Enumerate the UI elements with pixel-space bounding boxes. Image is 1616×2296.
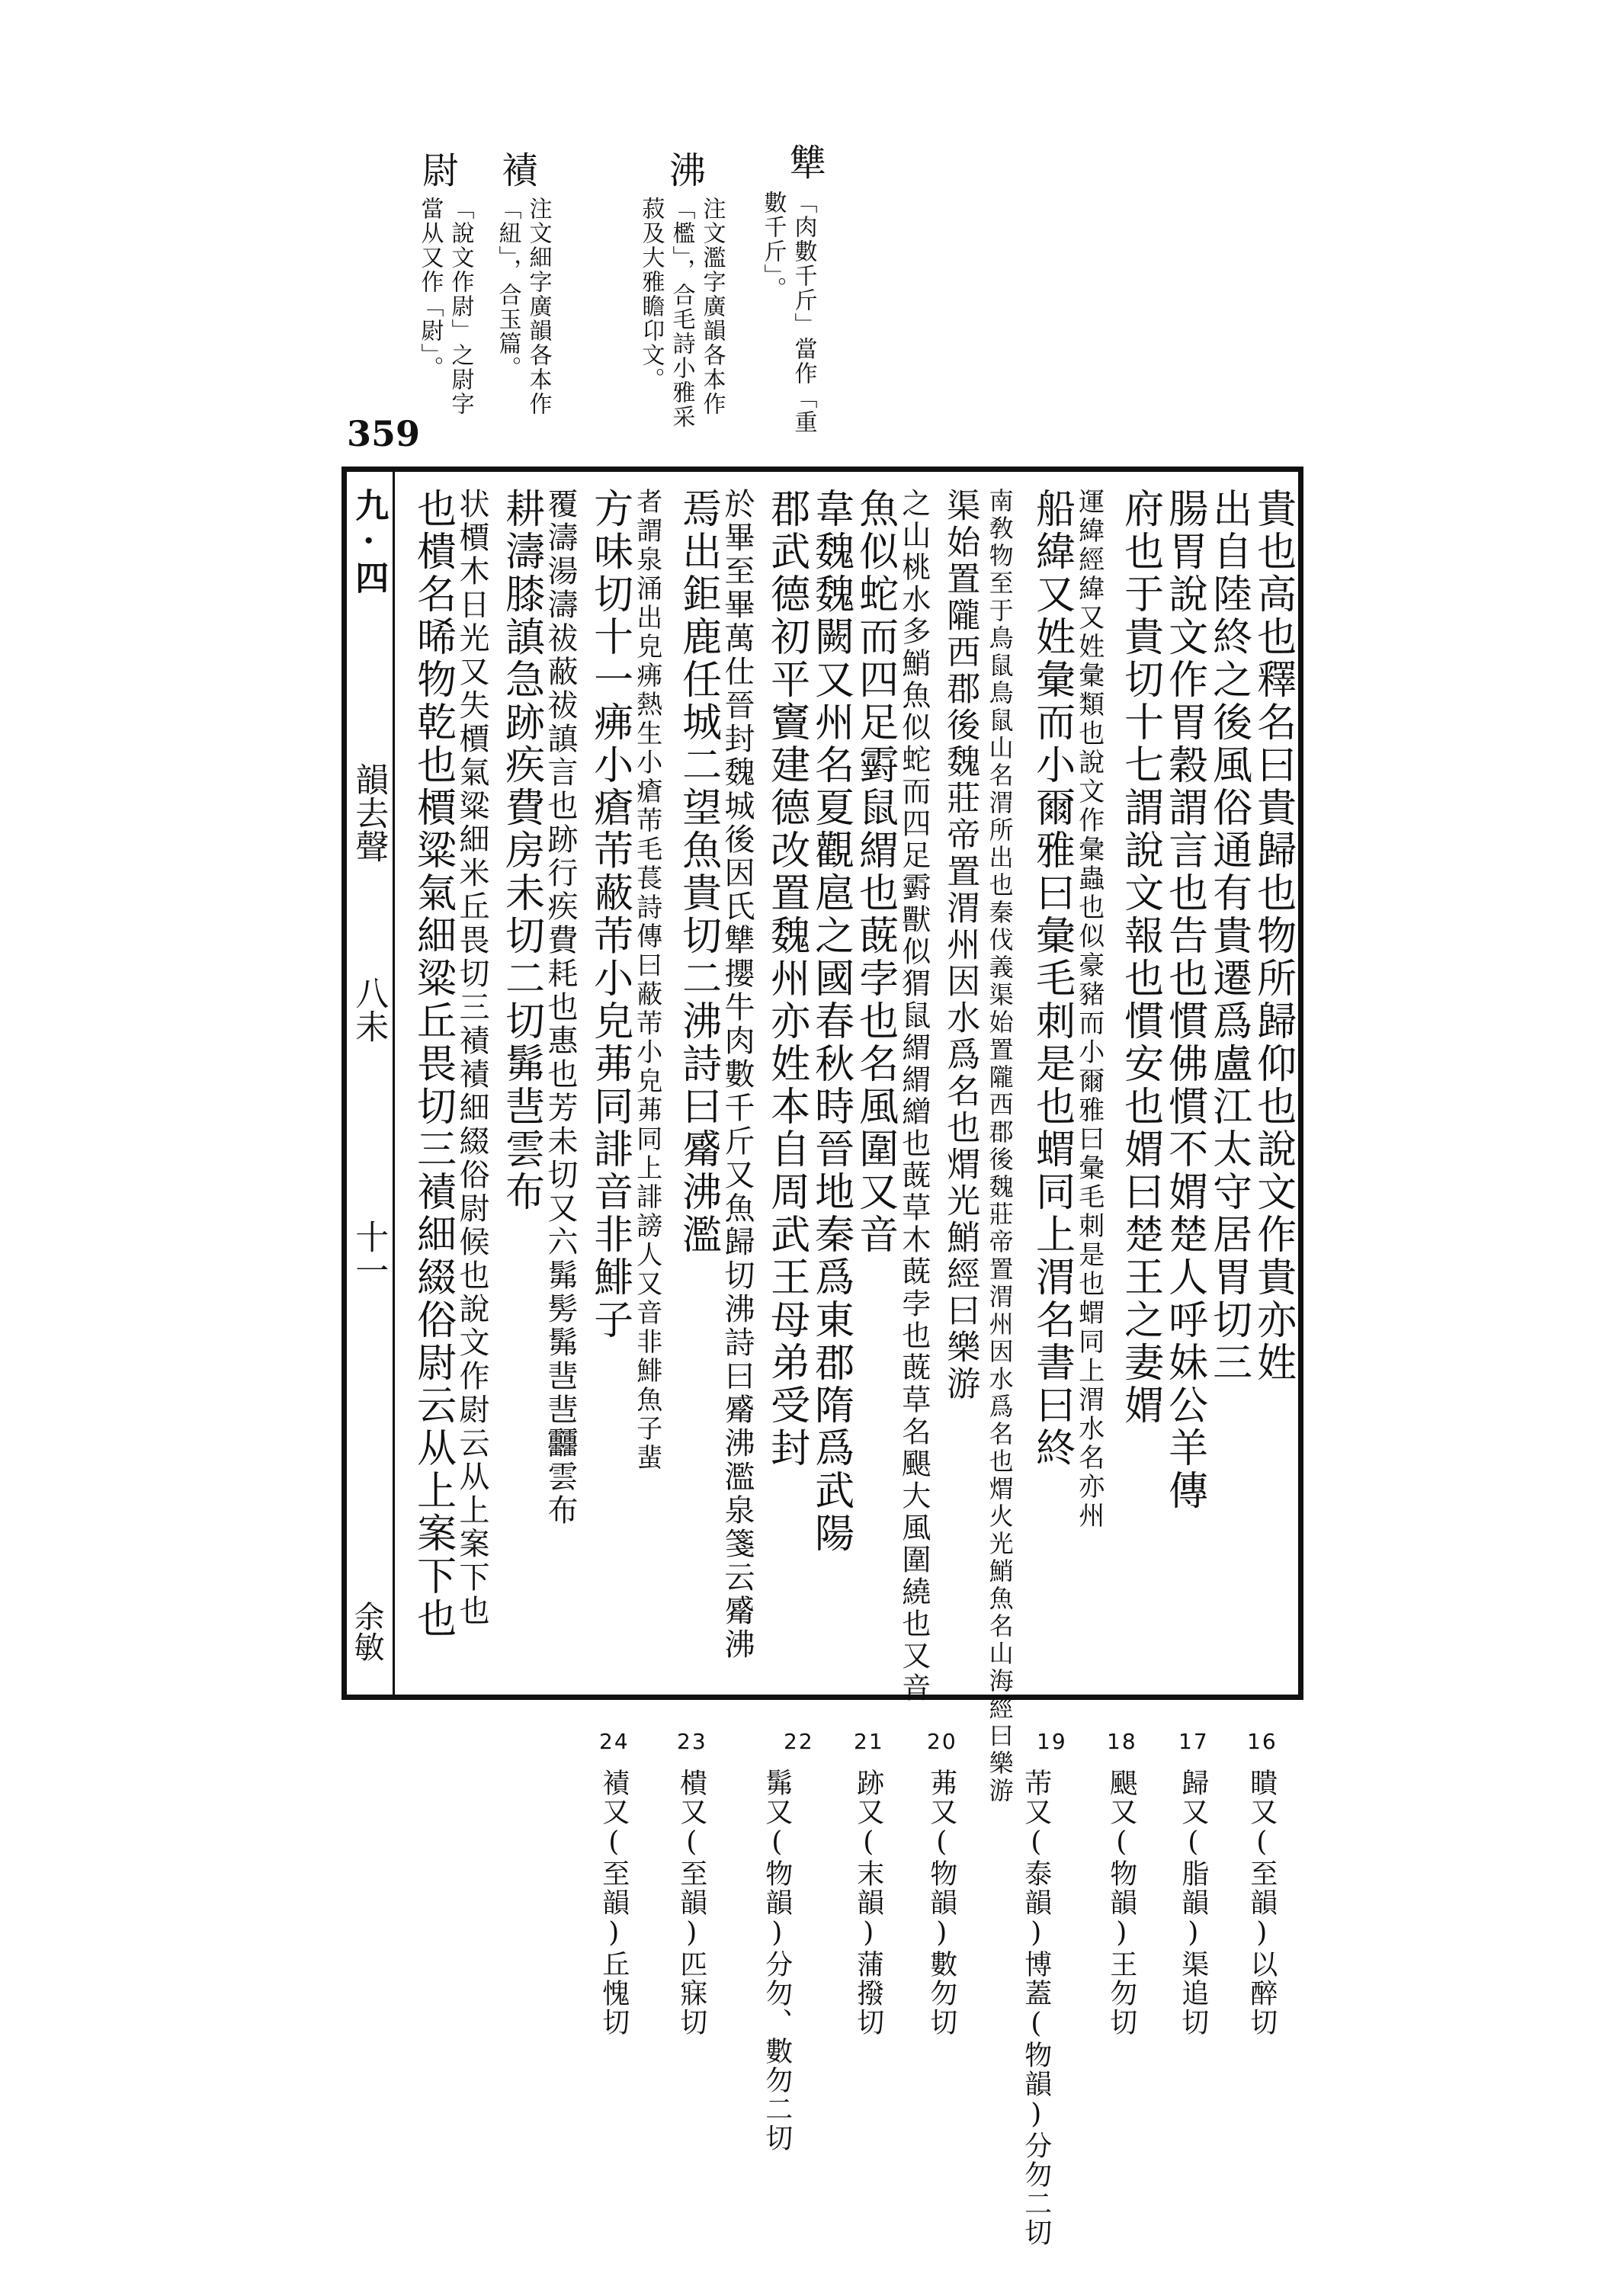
page-number: 359 bbox=[347, 413, 421, 454]
text-column: 覆濤湯濤祓蔽祓謓言也跡行疾費耗也惠也芳未切又六髴髣髴䨽䨽䨻雲布 bbox=[543, 488, 578, 1528]
annotation-line: 「檻」，合毛詩小雅采 bbox=[668, 197, 695, 429]
footnote-text: 瞶又(至韻)以醉切 bbox=[1246, 1768, 1278, 2037]
text-column: 貴也高也釋名曰貴歸也物所歸仰也說文作貴亦姓 bbox=[1249, 488, 1296, 1384]
annotation-line: 「說文作尉」之尉字 bbox=[447, 197, 474, 416]
footnote-text: 芾又(泰韻)博蓋(物韻)分勿二切 bbox=[1020, 1768, 1052, 2247]
text-column: 府也于貴切十七謂說文報也慣安也媦曰楚王之妻媦 bbox=[1117, 488, 1163, 1427]
text-column: 於畢至畢萬仕晉封魏城後因氏犨攖牛肉數千斤又魚歸切沸詩曰觱沸濫泉箋云觱沸 bbox=[720, 488, 755, 1662]
text-column: 郡武德初平竇建德改置魏州亦姓本自周武王母弟受封 bbox=[763, 488, 810, 1470]
annotation-headword: 犨 bbox=[783, 143, 826, 180]
text-column: 腸胃說文作胃穀謂言也告也慣佛慣不媦楚人呼妹公羊傳 bbox=[1161, 488, 1207, 1512]
footnote-number: 18 bbox=[1107, 1729, 1137, 1754]
annotation-line: 注文細字廣韻各本作 bbox=[524, 197, 552, 416]
section-label: 九·四 bbox=[349, 488, 389, 594]
footnote-text: 茀又(物韻)數勿切 bbox=[925, 1768, 957, 2037]
text-column: 船緯又姓彙而小爾雅曰彙毛刺是也蝟同上渭名書曰終 bbox=[1028, 488, 1075, 1470]
annotation-line: 「紐」，合玉篇。 bbox=[494, 197, 521, 380]
text-column: 運緯經緯又姓彙類也說文作彙蟲也似豪豬而小爾雅曰彙毛刺是也蝟同上渭水名亦州 bbox=[1073, 488, 1105, 1531]
annotation-line: 「肉數千斤」當作「重 bbox=[790, 191, 817, 435]
text-column: 也樻名晞物乾也檟粱氣細粱丘畏切三襀細綴俗尉云从上案下也 bbox=[409, 488, 456, 1640]
footnote-number: 20 bbox=[927, 1729, 957, 1754]
text-column: 焉出鉅鹿任城二望魚貴切二沸詩曰觱沸濫 bbox=[675, 488, 721, 1256]
text-column: 耕濤膝謓急跡疾費房未切二切髴䨽雲布 bbox=[498, 488, 544, 1214]
text-column: 渠始置隴西郡後魏莊帝置渭州因水爲名也煟光鮹經曰樂游 bbox=[941, 488, 980, 1403]
text-column: 方味切十一疿小瘡芾蔽芾小皃茀同誹音非鯡子 bbox=[586, 488, 633, 1342]
stamp-label: 余敏 bbox=[349, 1601, 384, 1662]
footnote-number: 21 bbox=[854, 1729, 884, 1754]
book-label: 韻去聲 bbox=[349, 762, 389, 863]
text-column: 韋魏魏闕又州名夏觀扈之國春秋時晉地秦爲東郡隋爲武陽 bbox=[807, 488, 854, 1555]
text-column: 状檟木日光又失檟氣粱細米丘畏切三襀襀細綴俗尉候也說文作㷉云从上案下也 bbox=[454, 488, 489, 1628]
annotation-line: 數千斤」。 bbox=[759, 191, 787, 301]
footnote-text: 歸又(脂韻)渠追切 bbox=[1177, 1768, 1209, 2037]
annotation-headword: 沸 bbox=[662, 151, 706, 188]
folio-label: 十一 bbox=[349, 1220, 389, 1287]
annotation-line: 當从又作「㷉」。 bbox=[416, 197, 444, 380]
annotation-line: 菽及大雅瞻卬文。 bbox=[637, 197, 665, 392]
text-column: 之山桃水多鮹魚似蛇而四足䨴獸似猬鼠緭緭繒也蔇草木蔇孛也蔇草名颶大風圍繞也又音 bbox=[896, 488, 931, 1704]
footnote-text: 跡又(末韻)蒲撥切 bbox=[852, 1768, 884, 2037]
rhyme-label: 八未 bbox=[349, 976, 389, 1043]
text-column: 者謂泉涌出皃疿熱生小瘡芾毛萇詩傳曰蔽芾小皃茀同上誹謗人又音非鯡魚子蜚 bbox=[631, 488, 662, 1473]
footnote-number: 23 bbox=[677, 1729, 707, 1754]
footnote-number: 17 bbox=[1178, 1729, 1209, 1754]
footnote-text: 颶又(物韻)王勿切 bbox=[1105, 1768, 1137, 2037]
footnote-number: 16 bbox=[1247, 1729, 1278, 1754]
footnote-number: 19 bbox=[1037, 1729, 1067, 1754]
annotation-line: 注文濫字廣韻各本作 bbox=[698, 197, 726, 416]
text-column: 南敎物至于鳥鼠鳥鼠山名渭所出也秦伐義渠始置隴西郡後魏莊帝置渭州因水爲名也煟火光鮹魚名山海經曰樂游 bbox=[985, 488, 1015, 1805]
footnote-text: 髴又(物韻)分勿、數勿二切 bbox=[761, 1768, 793, 2153]
footnote-text: 樻又(至韻)匹寐切 bbox=[675, 1768, 707, 2037]
footnote-text: 襀又(至韻)丘愧切 bbox=[598, 1768, 630, 2037]
text-column: 出自陸終之後風俗通有貴遷爲盧江太守居胃切三 bbox=[1205, 488, 1252, 1384]
annotation-headword: 尉 bbox=[415, 151, 459, 188]
text-column: 魚似蛇而四足䨴鼠緭也蔇孛也名風圍又音 bbox=[851, 488, 898, 1256]
annotation-headword: 襀 bbox=[495, 151, 538, 188]
footnote-number: 22 bbox=[784, 1729, 814, 1754]
footnote-number: 24 bbox=[599, 1729, 630, 1754]
